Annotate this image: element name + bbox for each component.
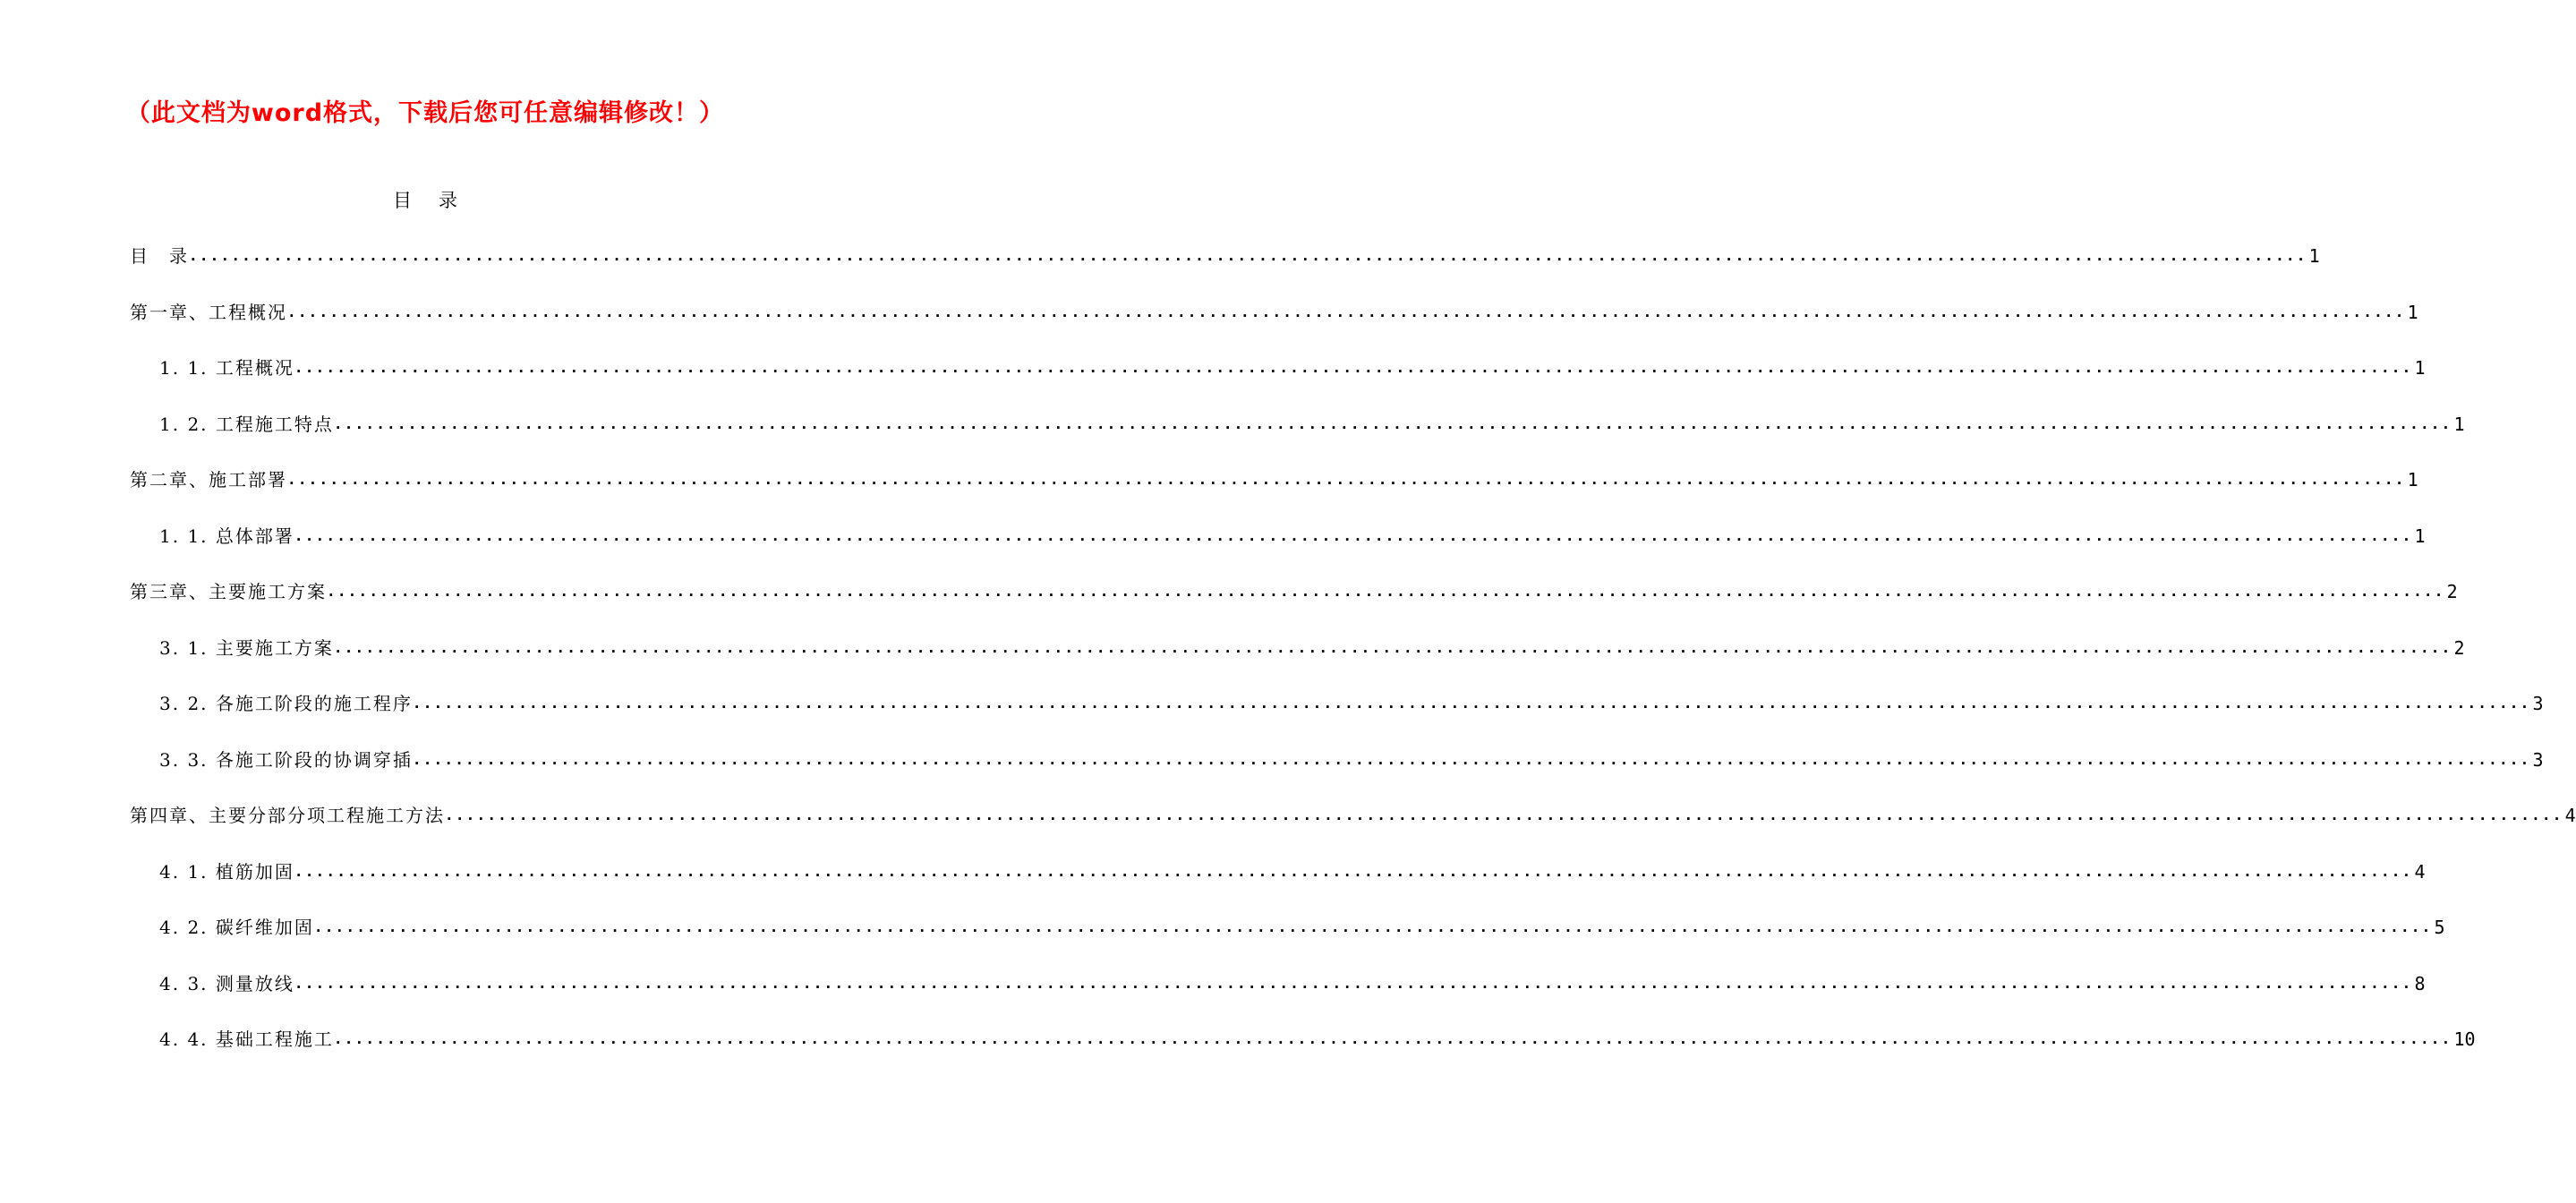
toc-entry-page: 5 — [2434, 917, 2445, 938]
toc-leader: ........................................................................................................................................................................................................ — [287, 303, 2406, 320]
toc-leader: ........................................................................................................................................................................................................ — [412, 750, 2531, 768]
toc-entry-page: 8 — [2414, 972, 2426, 994]
toc-leader: ........................................................................................................................................................................................................ — [287, 471, 2406, 488]
toc-entry[interactable] — [130, 687, 2544, 744]
toc-entry-text: 4. 2. 碳纤维加固 — [159, 917, 314, 938]
toc-leader: ........................................................................................................................................................................................................ — [333, 414, 2452, 432]
toc-entry[interactable] — [130, 856, 2426, 912]
toc-entry-text: 第三章、主要施工方案 — [130, 581, 327, 602]
toc-entry-text: 目 录 — [130, 245, 189, 267]
toc-entry-page: 1 — [2414, 357, 2426, 379]
toc-entry-page: 2 — [2453, 636, 2465, 659]
toc-entry-text: 4. 4. 基础工程施工 — [159, 1028, 334, 1050]
toc-entry[interactable] — [130, 799, 2576, 856]
toc-leader: ........................................................................................................................................................................................................ — [189, 247, 2307, 264]
toc-leader: ........................................................................................................................................................................................................ — [333, 1030, 2452, 1047]
toc-leader: ........................................................................................................................................................................................................ — [412, 695, 2531, 712]
toc-leader: ........................................................................................................................................................................................................ — [333, 638, 2452, 656]
toc-entry-page: 1 — [2407, 469, 2418, 491]
toc-entry-text: 第四章、主要分部分项工程施工方法 — [130, 805, 445, 826]
toc-entry-text: 3. 2. 各施工阶段的施工程序 — [159, 693, 413, 714]
toc-entry-page: 10 — [2453, 1028, 2476, 1050]
toc-entry-page: 3 — [2532, 748, 2544, 771]
toc-leader: ........................................................................................................................................................................................................ — [327, 583, 2445, 600]
table-of-contents — [130, 240, 2576, 1079]
toc-leader: ........................................................................................................................................................................................................ — [294, 359, 2413, 376]
toc-entry-text: 4. 3. 测量放线 — [159, 972, 294, 994]
toc-entry-text: 第二章、施工部署 — [130, 469, 287, 491]
toc-entry-text: 3. 1. 主要施工方案 — [159, 636, 334, 659]
toc-leader: ........................................................................................................................................................................................................ — [445, 806, 2563, 823]
toc-entry[interactable] — [130, 911, 2445, 968]
document-banner: （此文档为word格式，下载后您可任意编辑修改！） — [125, 99, 725, 127]
toc-entry[interactable] — [130, 408, 2465, 465]
toc-leader: ........................................................................................................................................................................................................ — [294, 974, 2413, 992]
toc-entry-page: 4 — [2564, 805, 2576, 826]
toc-entry[interactable] — [130, 744, 2544, 800]
toc-entry-page: 1 — [2308, 245, 2320, 267]
toc-entry[interactable] — [130, 520, 2426, 576]
toc-entry-text: 1. 1. 工程概况 — [159, 357, 294, 379]
toc-leader: ........................................................................................................................................................................................................ — [294, 526, 2413, 544]
toc-entry[interactable] — [130, 632, 2465, 688]
toc-entry-text: 4. 1. 植筋加固 — [159, 860, 294, 883]
toc-entry[interactable] — [130, 296, 2418, 353]
toc-entry-page: 4 — [2414, 860, 2426, 883]
toc-title: 目录 — [393, 190, 484, 211]
toc-entry-page: 1 — [2453, 413, 2465, 435]
toc-leader: ........................................................................................................................................................................................................ — [313, 918, 2433, 935]
toc-entry[interactable] — [130, 1023, 2476, 1079]
toc-entry-text: 3. 3. 各施工阶段的协调穿插 — [159, 748, 413, 771]
toc-entry-page: 2 — [2446, 581, 2458, 602]
toc-leader: ........................................................................................................................................................................................................ — [294, 862, 2413, 880]
toc-entry[interactable] — [130, 968, 2426, 1024]
toc-entry-page: 1 — [2407, 301, 2418, 323]
toc-entry[interactable] — [130, 352, 2426, 408]
toc-entry-page: 3 — [2532, 693, 2544, 714]
toc-entry-text: 1. 1. 总体部署 — [159, 525, 294, 547]
toc-entry[interactable] — [130, 576, 2458, 632]
toc-entry-page: 1 — [2414, 525, 2426, 547]
toc-entry[interactable] — [130, 240, 2320, 296]
toc-entry-text: 1. 2. 工程施工特点 — [159, 413, 334, 435]
toc-entry[interactable] — [130, 464, 2418, 520]
toc-entry-text: 第一章、工程概况 — [130, 301, 287, 323]
